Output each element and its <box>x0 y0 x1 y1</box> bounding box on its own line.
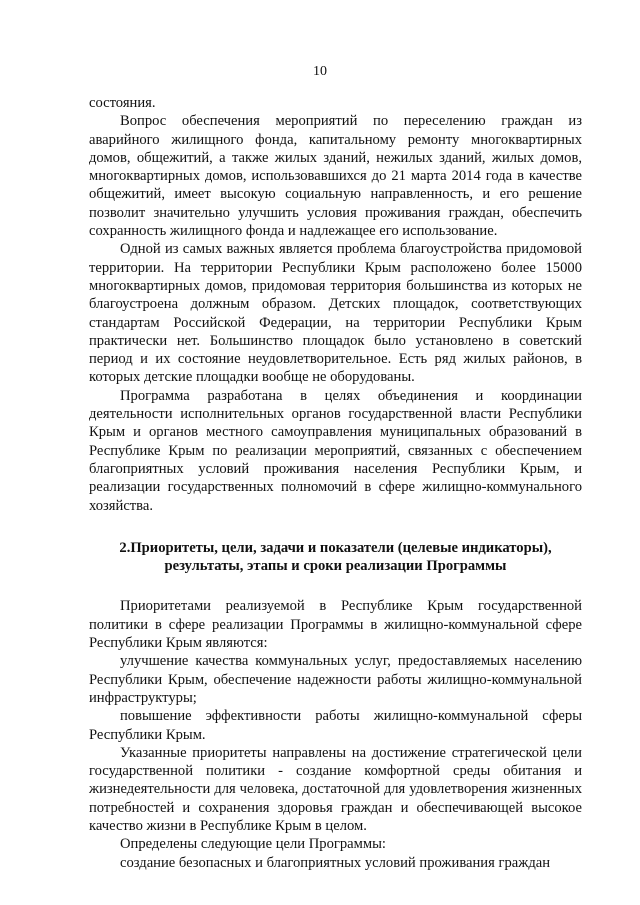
document-body <box>89 94 582 872</box>
section-heading <box>89 539 582 576</box>
paragraph: создание безопасных и благоприятных условий проживания граждан <box>120 854 551 871</box>
paragraph: Вопрос обеспечения мероприятий по переселению граждан из аварийного жилищного фонда, капитальному ремонту многоквартирных домов, общежитий, а также жилых зданий, нежилых зданий, жилых домов, многоквартирных домов, использовавшихся до 21 марта 2014 года в качестве общежитий, имеет высокую социальную направленность, и его решение позволит значительно улучшить условия проживания граждан, обеспечить сохранность жилищного фонда и надлежащее его использование. <box>89 113 582 240</box>
paragraph: состояния. <box>89 95 156 111</box>
paragraph: Приоритетами реализуемой в Республике Крым государственной политики в сфере реализации Программы в жилищно-коммунальной сфере Республики Крым являются: <box>89 598 582 652</box>
paragraph: повышение эффективности работы жилищно-коммунальной сферы Республики Крым. <box>89 708 582 743</box>
paragraph: Определены следующие цели Программы: <box>120 836 386 853</box>
section-heading-line: результаты, этапы и сроки реализации Программы <box>164 558 507 575</box>
paragraph: Одной из самых важных является проблема благоустройства придомовой территории. На территории Республики Крым расположено более 15000 многоквартирных домов, придомовая территория большинства из которых не благоустроена должным образом. Детских площадок, соответствующих стандартам Российской Федерации, на территории Республики Крым практически нет. Большинство площадок было установлено в советский период и их состояние неудовлетворительное. Есть ряд жилых районов, в которых детские площадки вообще не оборудованы. <box>89 241 582 386</box>
section-heading-line: 2.Приоритеты, цели, задачи и показатели (целевые индикаторы), <box>119 539 552 556</box>
paragraph: улучшение качества коммунальных услуг, предоставляемых населению Республики Крым, обеспечение надежности работы жилищно-коммунальной инфраструктуры; <box>89 653 582 706</box>
paragraph: Указанные приоритеты направлены на достижение стратегической цели государственной политики - создание комфортной среды обитания и жизнедеятельности для человека, достаточной для удовлетворения жизненных потребностей и сохранения здоровья граждан и обеспечивающей высокое качество жизни в Республике Крым в целом. <box>89 744 582 834</box>
paragraphs-before <box>89 94 582 515</box>
page-number: 10 <box>313 64 327 79</box>
paragraphs-after <box>89 597 582 871</box>
paragraph: Программа разработана в целях объединения и координации деятельности исполнительных органов государственной власти Республики Крым и органов местного самоуправления муниципальных образований в Республике Крым по реализации мероприятий, связанных с обеспечением благоприятных условий проживания населения Республики Крым, и реализации государственных полномочий в сфере жилищно-коммунального хозяйства. <box>89 387 582 514</box>
